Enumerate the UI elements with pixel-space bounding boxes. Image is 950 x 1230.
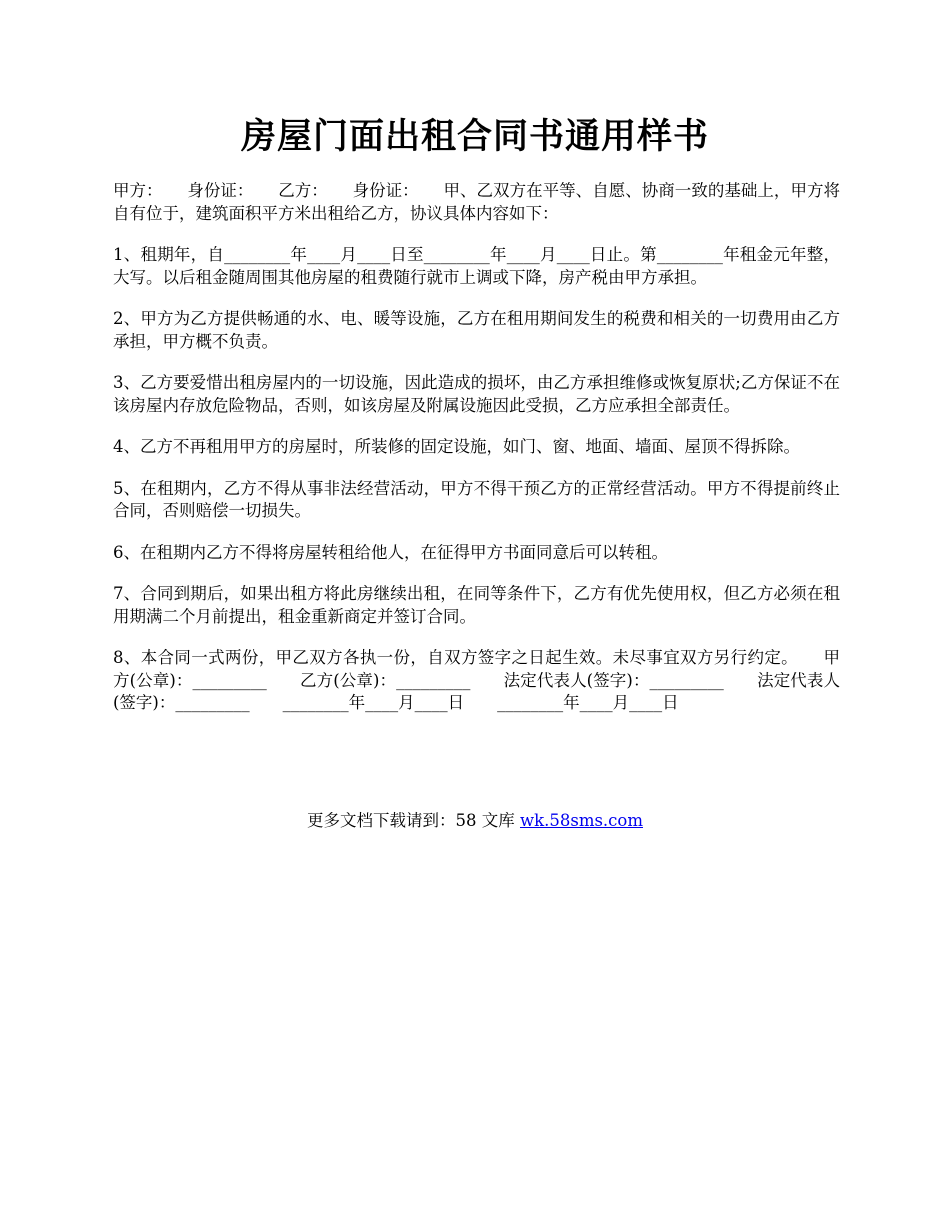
download-footer xyxy=(0,810,950,832)
document-title: 房屋门面出租合同书通用样书 xyxy=(240,116,709,157)
clause-3-paragraph: 3、乙方要爱惜出租房屋内的一切设施，因此造成的损坏，由乙方承担维修或恢复原状;乙方保证不在该房屋内存放危险物品，否则，如该房屋及附属设施因此受损，乙方应承担全部责任。 xyxy=(113,373,840,415)
intro-paragraph: 甲方： 身份证： 乙方： 身份证： 甲、乙双方在平等、自愿、协商一致的基础上，甲方将自有位于，建筑面积平方米出租给乙方，协议具体内容如下： xyxy=(113,181,840,223)
clause-8-paragraph: 8、本合同一式两份，甲乙双方各执一份，自双方签字之日起生效。未尽事宜双方另行约定。 甲方(公章)：_________ 乙方(公章)：_________ 法定代表人(签字)：_________ 法定代表人(签字)：_________ ________年____月____日 ________年____月____日 xyxy=(113,648,840,712)
clause-2-paragraph: 2、甲方为乙方提供畅通的水、电、暖等设施，乙方在租用期间发生的税费和相关的一切费用由乙方承担，甲方概不负责。 xyxy=(113,309,840,351)
clause-4-paragraph: 4、乙方不再租用甲方的房屋时，所装修的固定设施，如门、窗、地面、墙面、屋顶不得拆除。 xyxy=(113,437,800,456)
footer-text: 更多文档下载请到：58 文库 xyxy=(306,811,520,830)
footer-link[interactable]: wk.58sms.com xyxy=(519,811,643,830)
clause-7-paragraph: 7、合同到期后，如果出租方将此房继续出租，在同等条件下，乙方有优先使用权，但乙方必须在租用期满二个月前提出，租金重新商定并签订合同。 xyxy=(113,584,840,626)
clause-6-paragraph: 6、在租期内乙方不得将房屋转租给他人，在征得甲方书面同意后可以转租。 xyxy=(113,542,668,562)
clause-1-paragraph: 1、租期年，自________年____月____日至________年____月____日止。第________年租金元年整，大写。以后租金随周围其他房屋的租费随行就市上调或下降，房产税由甲方承担。 xyxy=(113,245,840,287)
document-body xyxy=(113,180,840,734)
clause-5-paragraph: 5、在租期内，乙方不得从事非法经营活动，甲方不得干预乙方的正常经营活动。甲方不得提前终止合同，否则赔偿一切损失。 xyxy=(113,478,840,520)
